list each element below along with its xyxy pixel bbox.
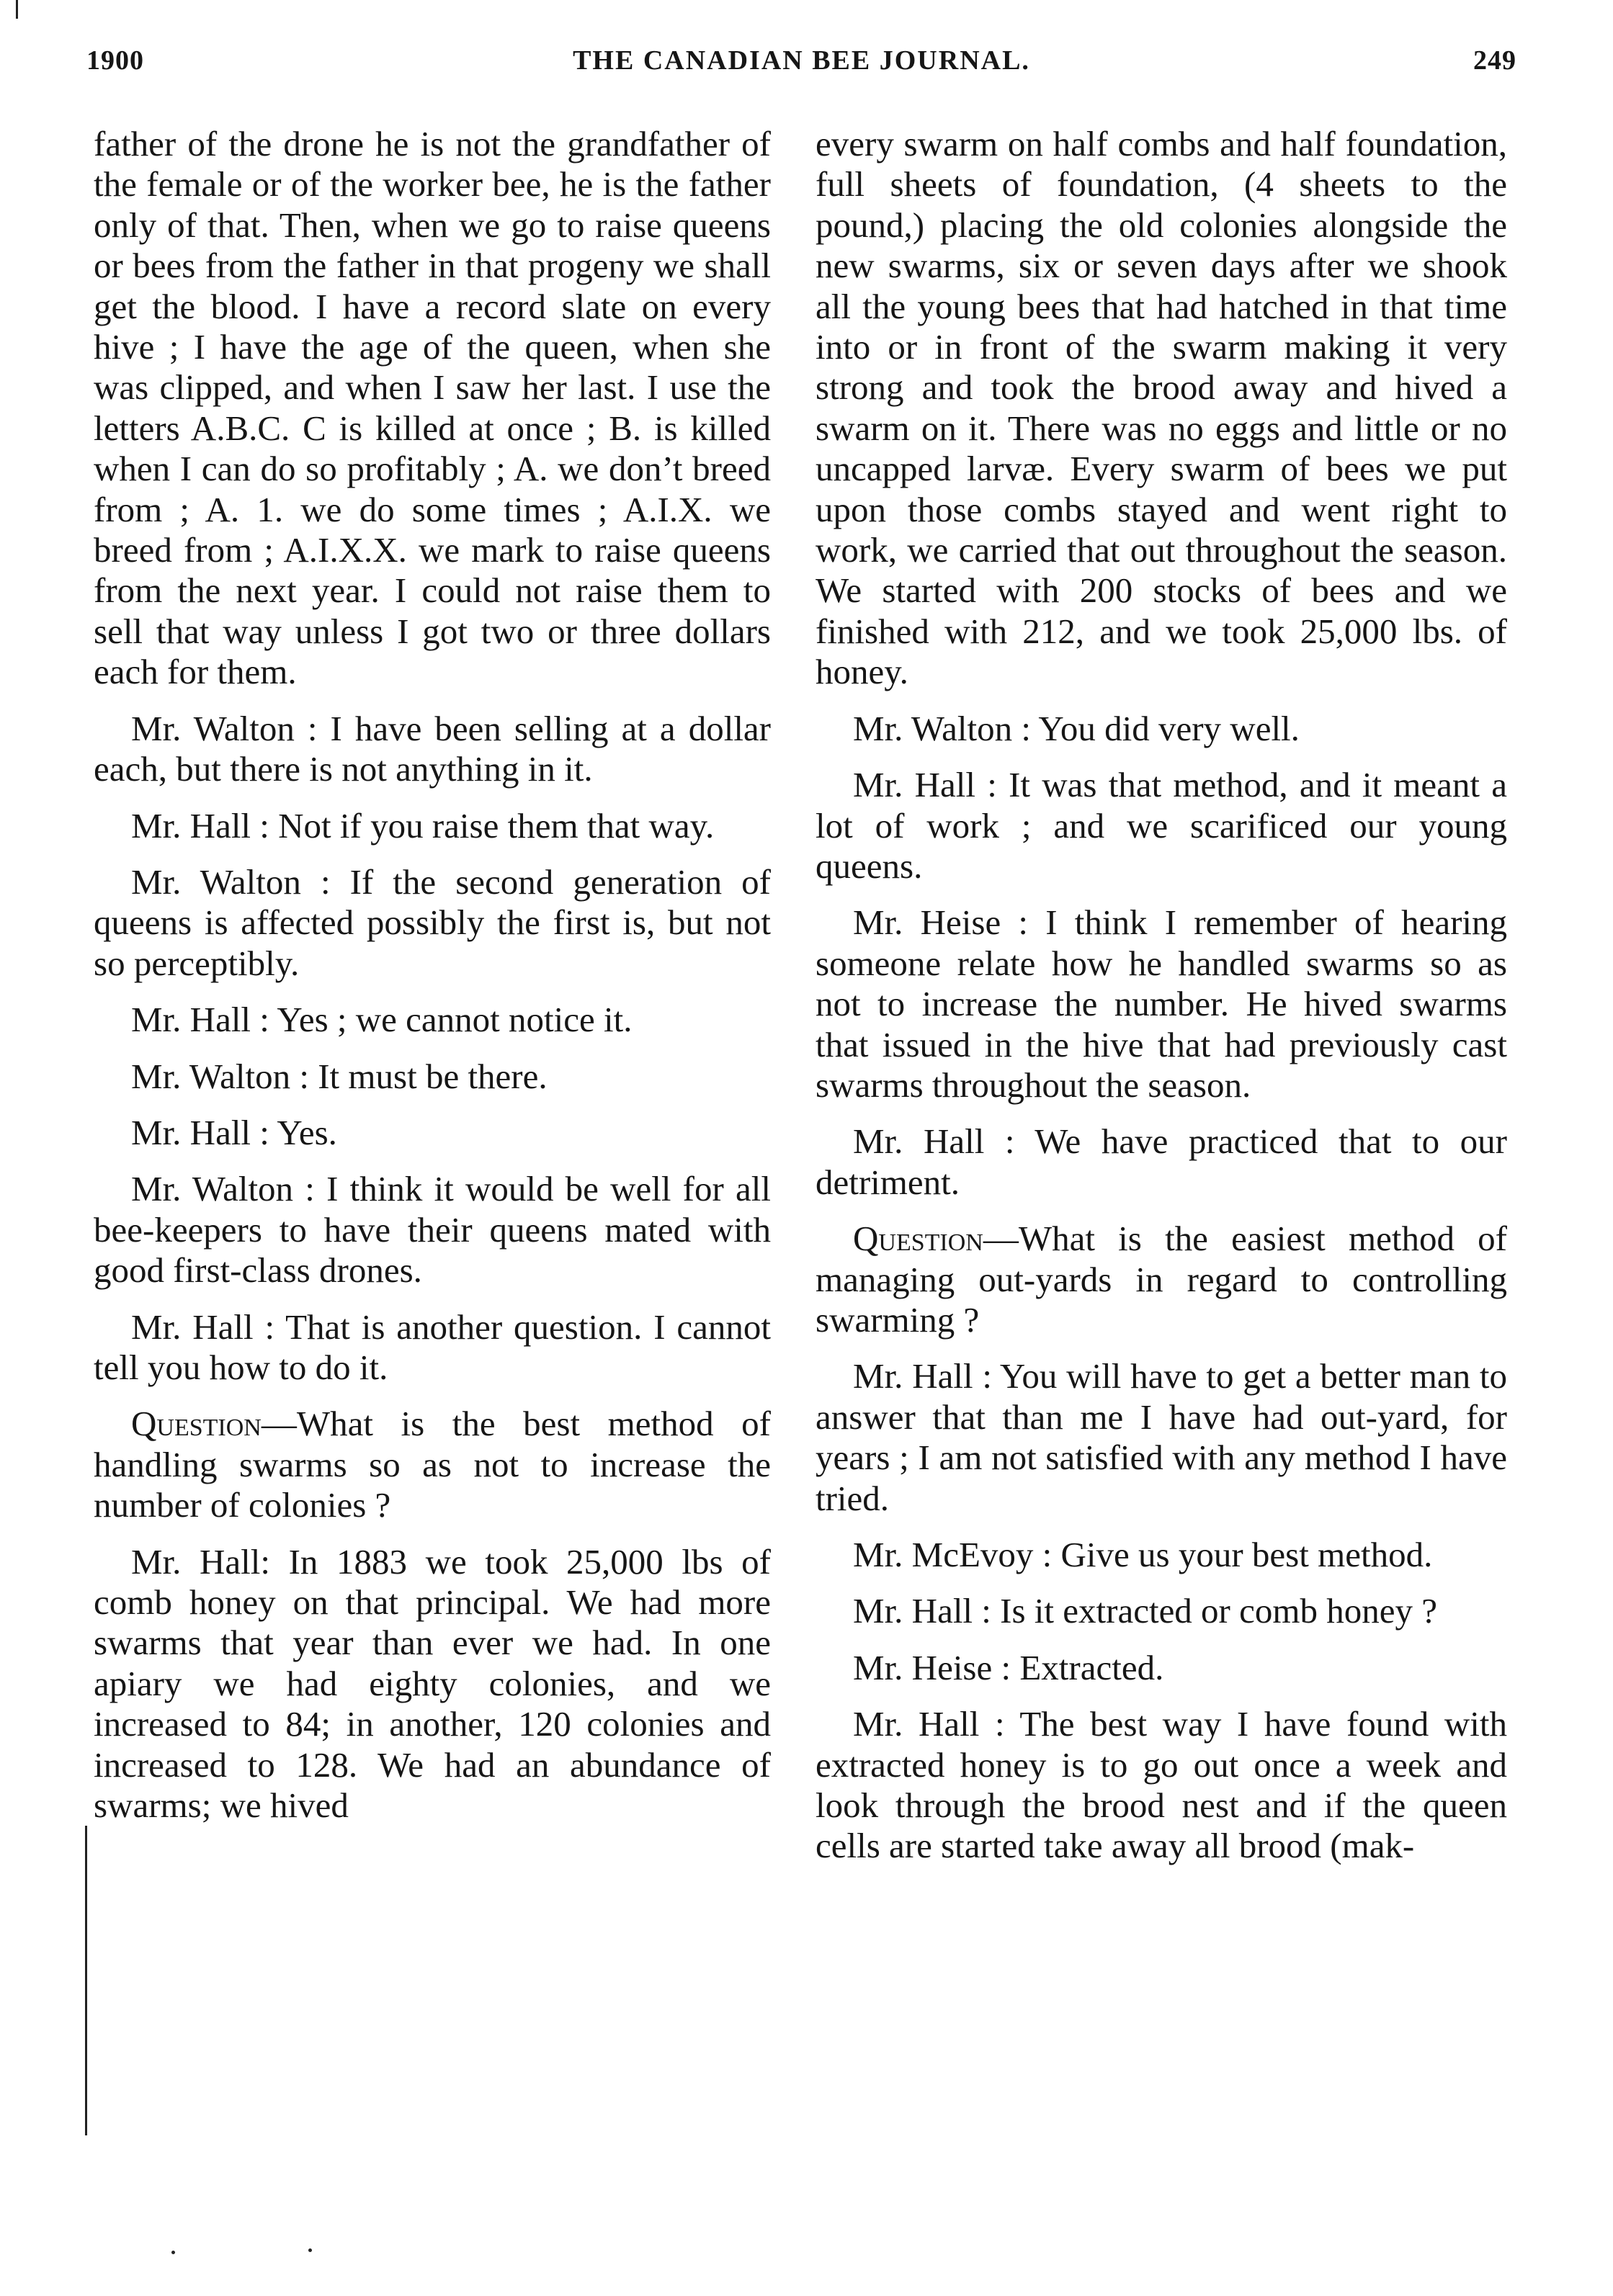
- paragraph: Mr. Walton : I think it would be well for all bee-keepers to have their queens mated with good first-class drones.: [94, 1169, 771, 1291]
- paragraph: Mr. Hall : Is it extracted or comb honey ?: [853, 1591, 1437, 1631]
- margin-rule: [85, 1826, 87, 2135]
- question-label: Question: [131, 1404, 262, 1444]
- paragraph: Mr. Hall: In 1883 we took 25,000 lbs of comb honey on that principal. We had more swarms that year than ever we had. In one apiary we had eighty colonies, and we increased to 84; in another, 120 colonies and increased to 128. We had an abundance of swarms; we hived: [94, 1541, 771, 1826]
- paragraph: every swarm on half combs and half foundation, full sheets of foundation, (4 sheets to the pound,) placing the old colonies alongside the new swarms, six or seven days after we shook all the young bees that had hatched in that time into or in front of the swarm making it very strong and took the brood away and hived a swarm on it. There was no eggs and little or no uncapped larvæ. Every swarm of bees we put upon those combs stayed and went right to work, we carried that out throughout the season. We started with 200 stocks of bees and we finished with 212, and we took 25,000 lbs. of honey.: [816, 124, 1507, 692]
- question-text: —What is the best method of handling swarms so as not to increase the number of colonies ?: [94, 1404, 771, 1525]
- scan-tick-mark: [16, 0, 18, 19]
- header-year: 1900: [86, 45, 144, 76]
- scan-speck: [308, 2248, 312, 2252]
- paragraph: Mr. Hall : Yes.: [131, 1112, 337, 1152]
- paragraph: Mr. Hall : That is another question. I cannot tell you how to do it.: [94, 1306, 771, 1387]
- page-header: [86, 45, 1516, 88]
- scan-speck: [171, 2251, 175, 2254]
- paragraph: Mr. Hall : You will have to get a better man to answer that than me I have had out-yard, for years ; I am not satisfied with any method I have tried.: [816, 1356, 1507, 1518]
- paragraph: Mr. Hall : The best way I have found with extracted honey is to go out once a week and look through the brood nest and if the queen cells are started take away all brood (mak-: [816, 1704, 1507, 1866]
- question-paragraph: [816, 1219, 1507, 1340]
- question-paragraph: [94, 1404, 771, 1525]
- paragraph: Mr. Hall : Yes ; we cannot notice it.: [131, 1000, 633, 1040]
- paragraph: Mr. Walton : I have been selling at a dollar each, but there is not anything in it.: [94, 708, 771, 789]
- page-number: 249: [1473, 45, 1516, 76]
- paragraph: Mr. Heise : I think I remember of hearing someone relate how he handled swarms so as not to increase the number. He hived swarms that issued in the hive that had previously cast swarms throughout the season.: [816, 902, 1507, 1105]
- question-label: Question: [853, 1219, 983, 1259]
- paragraph: Mr. McEvoy : Give us your best method.: [853, 1535, 1433, 1574]
- right-column: [816, 124, 1507, 1883]
- left-column: [94, 124, 771, 1842]
- paragraph: Mr. Walton : It must be there.: [131, 1056, 548, 1096]
- paragraph: Mr. Hall : We have practiced that to our detriment.: [816, 1121, 1507, 1202]
- journal-title: THE CANADIAN BEE JOURNAL.: [573, 45, 1030, 76]
- paragraph: Mr. Hall : It was that method, and it meant a lot of work ; and we scarificed our young queens.: [816, 765, 1507, 886]
- paragraph: father of the drone he is not the grandfather of the female or of the worker bee, he is the father only of that. Then, when we go to raise queens or bees from the father in that progeny we shall get the blood. I have a record slate on every hive ; I have the age of the queen, when she was clipped, and when I saw her last. I use the letters A.B.C. C is killed at once ; B. is killed when I can do so profitably ; A. we don’t breed from ; A. 1. we do some times ; A.I.X. we breed from ; A.I.X.X. we mark to raise queens from the next year. I could not raise them to sell that way unless I got two or three dollars each for them.: [94, 124, 771, 692]
- paragraph: Mr. Hall : Not if you raise them that way.: [131, 805, 715, 846]
- paragraph: Mr. Heise : Extracted.: [853, 1647, 1164, 1687]
- paragraph: Mr. Walton : You did very well.: [853, 708, 1300, 748]
- question-text: —What is the easiest method of managing out-yards in regard to controlling swarming ?: [816, 1219, 1507, 1340]
- paragraph: Mr. Walton : If the second generation of queens is affected possibly the first is, but not so perceptibly.: [94, 861, 771, 983]
